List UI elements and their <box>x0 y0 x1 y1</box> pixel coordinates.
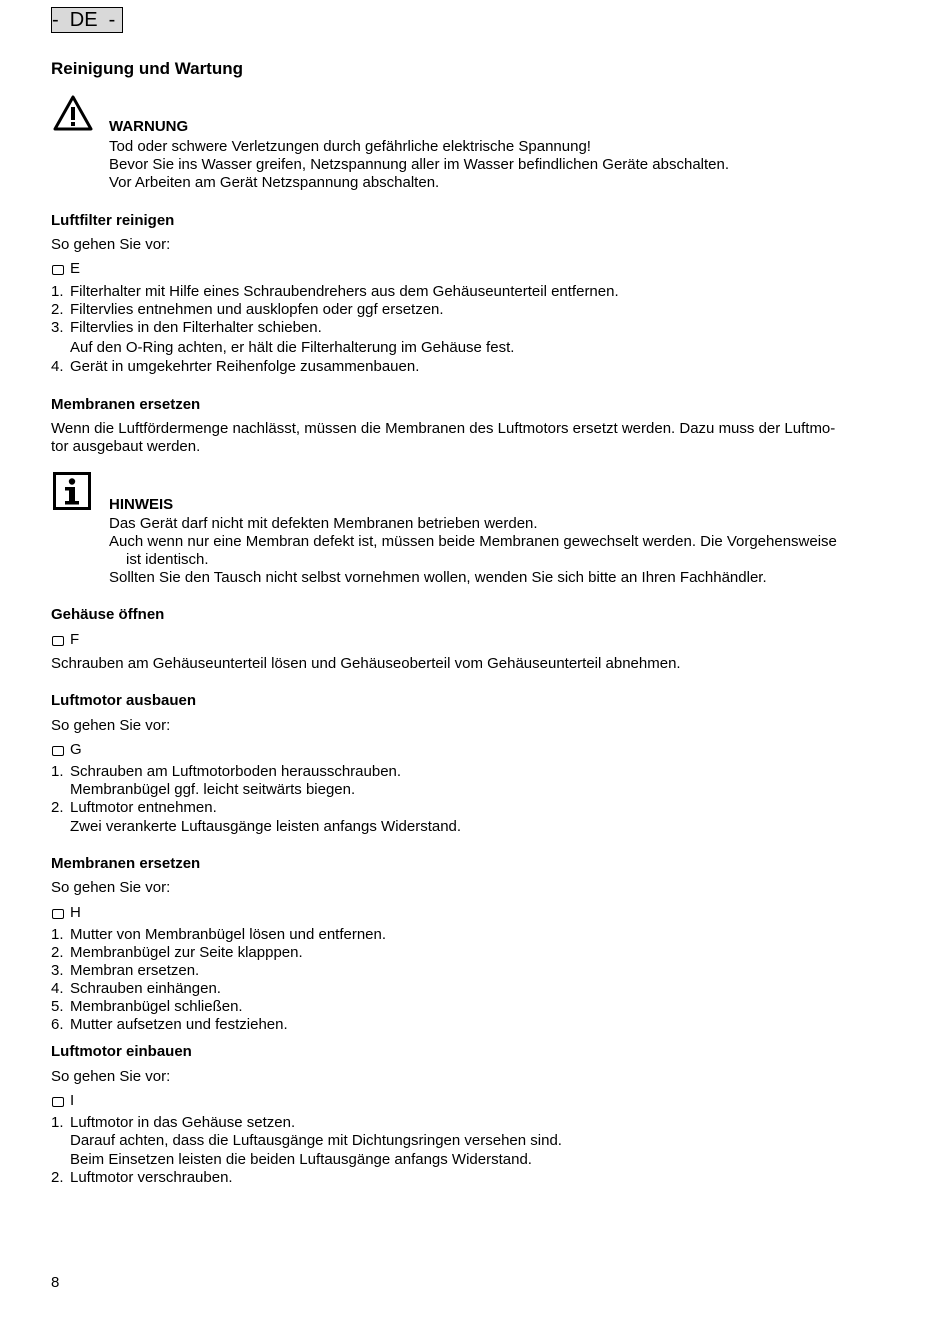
step-number: 1. <box>51 1114 64 1131</box>
figure-icon <box>52 1097 64 1107</box>
section-heading: Luftfilter reinigen <box>51 212 175 229</box>
step-number: 1. <box>51 763 64 780</box>
step-text: Schrauben am Luftmotorboden herausschrauben. <box>70 763 402 780</box>
figure-ref <box>52 741 82 758</box>
step-text: Filtervlies in den Filterhalter schieben. <box>70 319 322 336</box>
note-line: Auch wenn nur eine Membran defekt ist, müssen beide Membranen gewechselt werden. Die Vorgehensweise <box>109 533 837 550</box>
step-number: 1. <box>51 926 64 943</box>
step-number: 6. <box>51 1016 64 1033</box>
step-text: Membranbügel ggf. leicht seitwärts biegen. <box>70 781 356 798</box>
note-line: Sollten Sie den Tausch nicht selbst vornehmen wollen, wenden Sie sich bitte an Ihren Fachhändler. <box>109 569 767 586</box>
note-line: Das Gerät darf nicht mit defekten Membranen betrieben werden. <box>109 515 538 532</box>
step-text: Schrauben einhängen. <box>70 980 221 997</box>
warning-line: Tod oder schwere Verletzungen durch gefährliche elektrische Spannung! <box>109 138 591 155</box>
step-number: 1. <box>51 283 64 300</box>
warning-line: Bevor Sie ins Wasser greifen, Netzspannung aller im Wasser befindlichen Geräte abschalten. <box>109 156 730 173</box>
step-number: 3. <box>51 319 64 336</box>
step-number: 2. <box>51 301 64 318</box>
page-title: Reinigung und Wartung <box>51 59 243 78</box>
page-number: 8 <box>51 1274 60 1291</box>
figure-letter: H <box>70 904 81 921</box>
note-label: HINWEIS <box>109 496 174 513</box>
step-text: Luftmotor entnehmen. <box>70 799 217 816</box>
warning-line: Vor Arbeiten am Gerät Netzspannung abschalten. <box>109 174 440 191</box>
figure-icon <box>52 636 64 646</box>
figure-ref <box>52 1092 74 1109</box>
warning-icon <box>53 95 93 131</box>
step-text: Luftmotor verschrauben. <box>70 1169 233 1186</box>
intro-text: So gehen Sie vor: <box>51 1068 171 1085</box>
step-text: Membranbügel zur Seite klapppen. <box>70 944 303 961</box>
step-number: 5. <box>51 998 64 1015</box>
step-text: Luftmotor in das Gehäuse setzen. <box>70 1114 296 1131</box>
figure-letter: I <box>70 1092 75 1109</box>
note-line: ist identisch. <box>126 551 209 568</box>
warning-label: WARNUNG <box>109 118 189 135</box>
step-text: Zwei verankerte Luftausgänge leisten anfangs Widerstand. <box>70 818 462 835</box>
intro-text: So gehen Sie vor: <box>51 717 171 734</box>
section-heading: Luftmotor einbauen <box>51 1043 192 1060</box>
step-text: Filtervlies entnehmen und ausklopfen oder ggf ersetzen. <box>70 301 444 318</box>
step-text: Membranbügel schließen. <box>70 998 243 1015</box>
figure-icon <box>52 746 64 756</box>
step-text: Beim Einsetzen leisten die beiden Luftausgänge anfangs Widerstand. <box>70 1151 532 1168</box>
section-heading: Membranen ersetzen <box>51 396 201 413</box>
paragraph-line: tor ausgebaut werden. <box>51 438 201 455</box>
figure-ref <box>52 631 79 648</box>
section-heading: Luftmotor ausbauen <box>51 692 196 709</box>
step-text: Mutter aufsetzen und festziehen. <box>70 1016 288 1033</box>
language-tab: - DE - <box>51 7 123 33</box>
figure-icon <box>52 265 64 275</box>
step-text: Mutter von Membranbügel lösen und entfernen. <box>70 926 387 943</box>
step-number: 2. <box>51 799 64 816</box>
figure-ref <box>52 904 81 921</box>
info-icon <box>53 472 91 510</box>
step-number: 2. <box>51 944 64 961</box>
step-number: 3. <box>51 962 64 979</box>
paragraph-line: Schrauben am Gehäuseunterteil lösen und Gehäuseoberteil vom Gehäuseunterteil abnehmen. <box>51 655 681 672</box>
step-number: 4. <box>51 980 64 997</box>
figure-icon <box>52 909 64 919</box>
step-number: 2. <box>51 1169 64 1186</box>
paragraph-line: Wenn die Luftfördermenge nachlässt, müssen die Membranen des Luftmotors ersetzt werden. Dazu muss der Luftmo- <box>51 420 836 437</box>
list-item <box>51 283 64 300</box>
section-heading: Membranen ersetzen <box>51 855 201 872</box>
step-text: Membran ersetzen. <box>70 962 200 979</box>
figure-letter: G <box>70 741 82 758</box>
step-text: Auf den O-Ring achten, er hält die Filterhalterung im Gehäuse fest. <box>70 339 515 356</box>
step-number: 4. <box>51 358 64 375</box>
step-text: Gerät in umgekehrter Reihenfolge zusammenbauen. <box>70 358 420 375</box>
figure-ref <box>52 260 80 277</box>
figure-letter: F <box>70 631 80 648</box>
section-heading: Gehäuse öffnen <box>51 606 165 623</box>
intro-text: So gehen Sie vor: <box>51 236 171 253</box>
intro-text: So gehen Sie vor: <box>51 879 171 896</box>
step-text: Darauf achten, dass die Luftausgänge mit Dichtungsringen versehen sind. <box>70 1132 562 1149</box>
step-text: Filterhalter mit Hilfe eines Schraubendrehers aus dem Gehäuseunterteil entfernen. <box>70 283 619 300</box>
figure-letter: E <box>70 260 81 277</box>
